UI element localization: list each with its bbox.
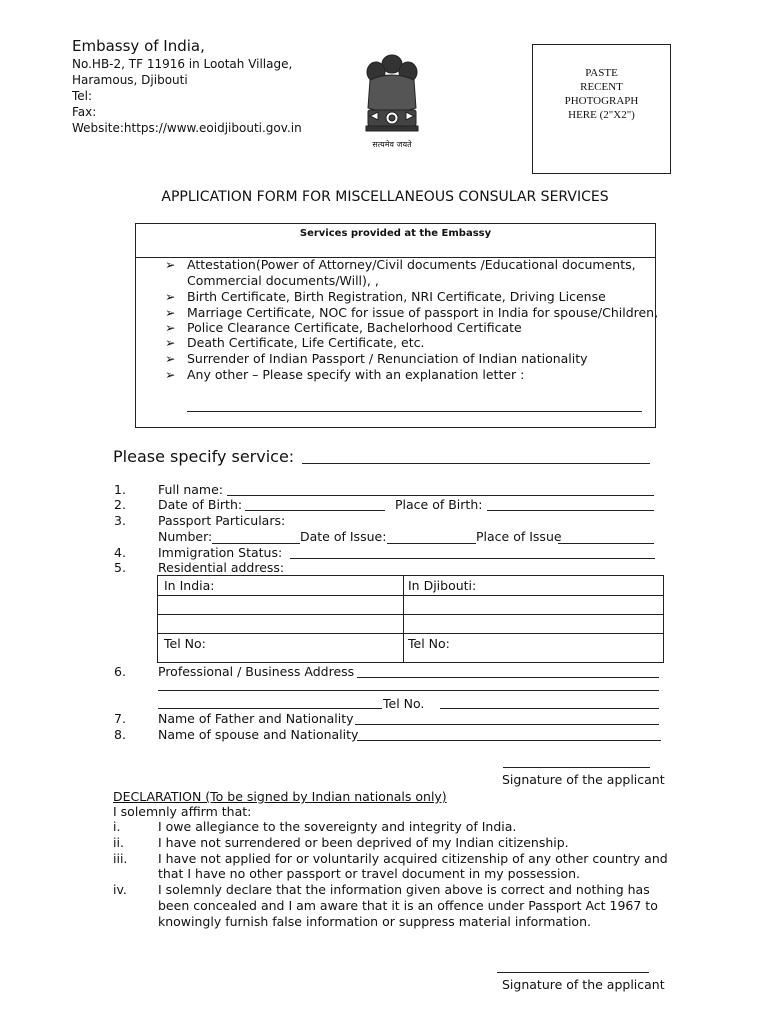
- field-number: 6.: [114, 664, 126, 679]
- form-title: APPLICATION FORM FOR MISCELLANEOUS CONSULAR SERVICES: [161, 189, 609, 205]
- service-item: [165, 305, 658, 320]
- declaration-item: I have not applied for or voluntarily acquired citizenship of any other country and: [158, 851, 668, 866]
- service-text: Attestation(Power of Attorney/Civil documents /Educational documents,: [187, 257, 636, 272]
- declaration-roman: ii.: [113, 835, 124, 850]
- service-text: Any other – Please specify with an explanation letter :: [187, 367, 525, 382]
- signature-line[interactable]: [503, 767, 650, 768]
- national-emblem-icon: [356, 50, 428, 150]
- father-nationality-line[interactable]: [355, 724, 659, 725]
- immigration-status-label: Immigration Status:: [158, 545, 283, 560]
- service-text: Death Certificate, Life Certificate, etc.: [187, 335, 425, 350]
- bullet-arrow-icon: ➢: [165, 305, 176, 320]
- service-item: [165, 289, 606, 304]
- bullet-arrow-icon: ➢: [165, 257, 176, 272]
- field-number: 7.: [114, 711, 126, 726]
- declaration-item-continuation: been concealed and I am aware that it is an offence under Passport Act 1967 to: [158, 898, 658, 913]
- declaration-item: I solemnly declare that the information given above is correct and nothing has: [158, 882, 650, 897]
- service-item: [165, 320, 522, 335]
- table-column-divider: [403, 575, 404, 663]
- dob-label: Date of Birth:: [158, 497, 243, 512]
- declaration-item: I owe allegiance to the sovereignty and integrity of India.: [158, 819, 517, 834]
- spouse-nationality-label: Name of spouse and Nationality: [158, 727, 359, 742]
- address-line-2: Haramous, Djibouti: [72, 73, 188, 87]
- bullet-arrow-icon: ➢: [165, 335, 176, 350]
- in-djibouti-label: In Djibouti:: [408, 578, 477, 593]
- date-of-issue-line[interactable]: [387, 543, 476, 544]
- photo-line: PASTE: [585, 67, 618, 79]
- in-india-label: In India:: [164, 578, 215, 593]
- fax-label: Fax:: [72, 105, 97, 119]
- service-text: Police Clearance Certificate, Bachelorhood Certificate: [187, 320, 522, 335]
- service-text: Marriage Certificate, NOC for issue of passport in India for spouse/Children,: [187, 305, 659, 320]
- service-item-continuation: Commercial documents/Will), ,: [187, 273, 379, 288]
- passport-number-label: Number:: [158, 529, 213, 544]
- spouse-nationality-line[interactable]: [357, 740, 661, 741]
- embassy-name: Embassy of India,: [72, 37, 205, 55]
- photo-line: HERE (2"X2"): [568, 109, 635, 121]
- passport-particulars-label: Passport Particulars:: [158, 513, 286, 528]
- bullet-arrow-icon: ➢: [165, 289, 176, 304]
- djibouti-tel-label: Tel No:: [408, 636, 450, 651]
- table-row-divider: [157, 595, 664, 596]
- place-of-issue-line[interactable]: [558, 543, 654, 544]
- field-number: 2.: [114, 497, 126, 512]
- field-number: 4.: [114, 545, 126, 560]
- business-tel-label: Tel No.: [383, 696, 425, 711]
- pob-label: Place of Birth:: [395, 497, 483, 512]
- bullet-arrow-icon: ➢: [165, 367, 176, 382]
- declaration-roman: iii.: [113, 851, 128, 866]
- place-of-issue-label: Place of Issue: [476, 529, 562, 544]
- declaration-item: I have not surrendered or been deprived of my Indian citizenship.: [158, 835, 569, 850]
- declaration-signature-label: Signature of the applicant: [502, 977, 665, 992]
- full-name-line[interactable]: [227, 495, 654, 496]
- declaration-title: DECLARATION (To be signed by Indian nationals only): [113, 789, 447, 804]
- service-text: Birth Certificate, Birth Registration, NRI Certificate, Driving License: [187, 289, 606, 304]
- professional-address-label: Professional / Business Address: [158, 664, 355, 679]
- field-number: 5.: [114, 560, 126, 575]
- declaration-signature-line[interactable]: [497, 972, 649, 973]
- professional-address-line-3[interactable]: [158, 708, 382, 709]
- photo-instructions: [532, 66, 671, 122]
- service-item: [165, 351, 588, 366]
- service-text: Surrender of Indian Passport / Renunciation of Indian nationality: [187, 351, 588, 366]
- immigration-status-line[interactable]: [290, 558, 655, 559]
- photo-line: RECENT: [580, 81, 623, 93]
- pob-line[interactable]: [487, 510, 654, 511]
- service-item: [165, 335, 424, 350]
- address-line-1: No.HB-2, TF 11916 in Lootah Village,: [72, 57, 293, 71]
- field-number: 3.: [114, 513, 126, 528]
- photo-line: PHOTOGRAPH: [564, 95, 639, 107]
- declaration-roman: i.: [113, 819, 121, 834]
- table-row-divider: [157, 614, 664, 615]
- declaration-item-continuation: knowingly furnish false information or suppress material information.: [158, 914, 591, 929]
- full-name-label: Full name:: [158, 482, 224, 497]
- field-number: 1.: [114, 482, 126, 497]
- passport-number-line[interactable]: [212, 543, 300, 544]
- service-item: [165, 257, 636, 272]
- website-text: Website:https://www.eoidjibouti.gov.in: [72, 121, 302, 135]
- residential-address-label: Residential address:: [158, 560, 285, 575]
- professional-address-line[interactable]: [357, 677, 659, 678]
- specify-service-label: Please specify service:: [113, 447, 295, 466]
- dob-line[interactable]: [245, 510, 385, 511]
- business-tel-line[interactable]: [440, 708, 659, 709]
- bullet-arrow-icon: ➢: [165, 351, 176, 366]
- emblem-motto: सत्यमेव जयते: [372, 140, 412, 149]
- signature-label: Signature of the applicant: [502, 772, 665, 787]
- bullet-arrow-icon: ➢: [165, 320, 176, 335]
- service-item: [165, 367, 524, 382]
- date-of-issue-label: Date of Issue:: [300, 529, 387, 544]
- declaration-item-continuation: that I have no other passport or travel document in my possession.: [158, 866, 580, 881]
- tel-label: Tel:: [72, 89, 93, 103]
- india-tel-label: Tel No:: [164, 636, 206, 651]
- other-service-line[interactable]: [187, 411, 642, 412]
- father-nationality-label: Name of Father and Nationality: [158, 711, 354, 726]
- field-number: 8.: [114, 727, 126, 742]
- services-heading: Services provided at the Embassy: [299, 228, 492, 239]
- table-row-divider: [157, 633, 664, 634]
- declaration-affirm: I solemnly affirm that:: [113, 804, 252, 819]
- declaration-roman: iv.: [113, 882, 127, 897]
- professional-address-line-2[interactable]: [158, 690, 659, 691]
- specify-service-line[interactable]: [302, 463, 650, 464]
